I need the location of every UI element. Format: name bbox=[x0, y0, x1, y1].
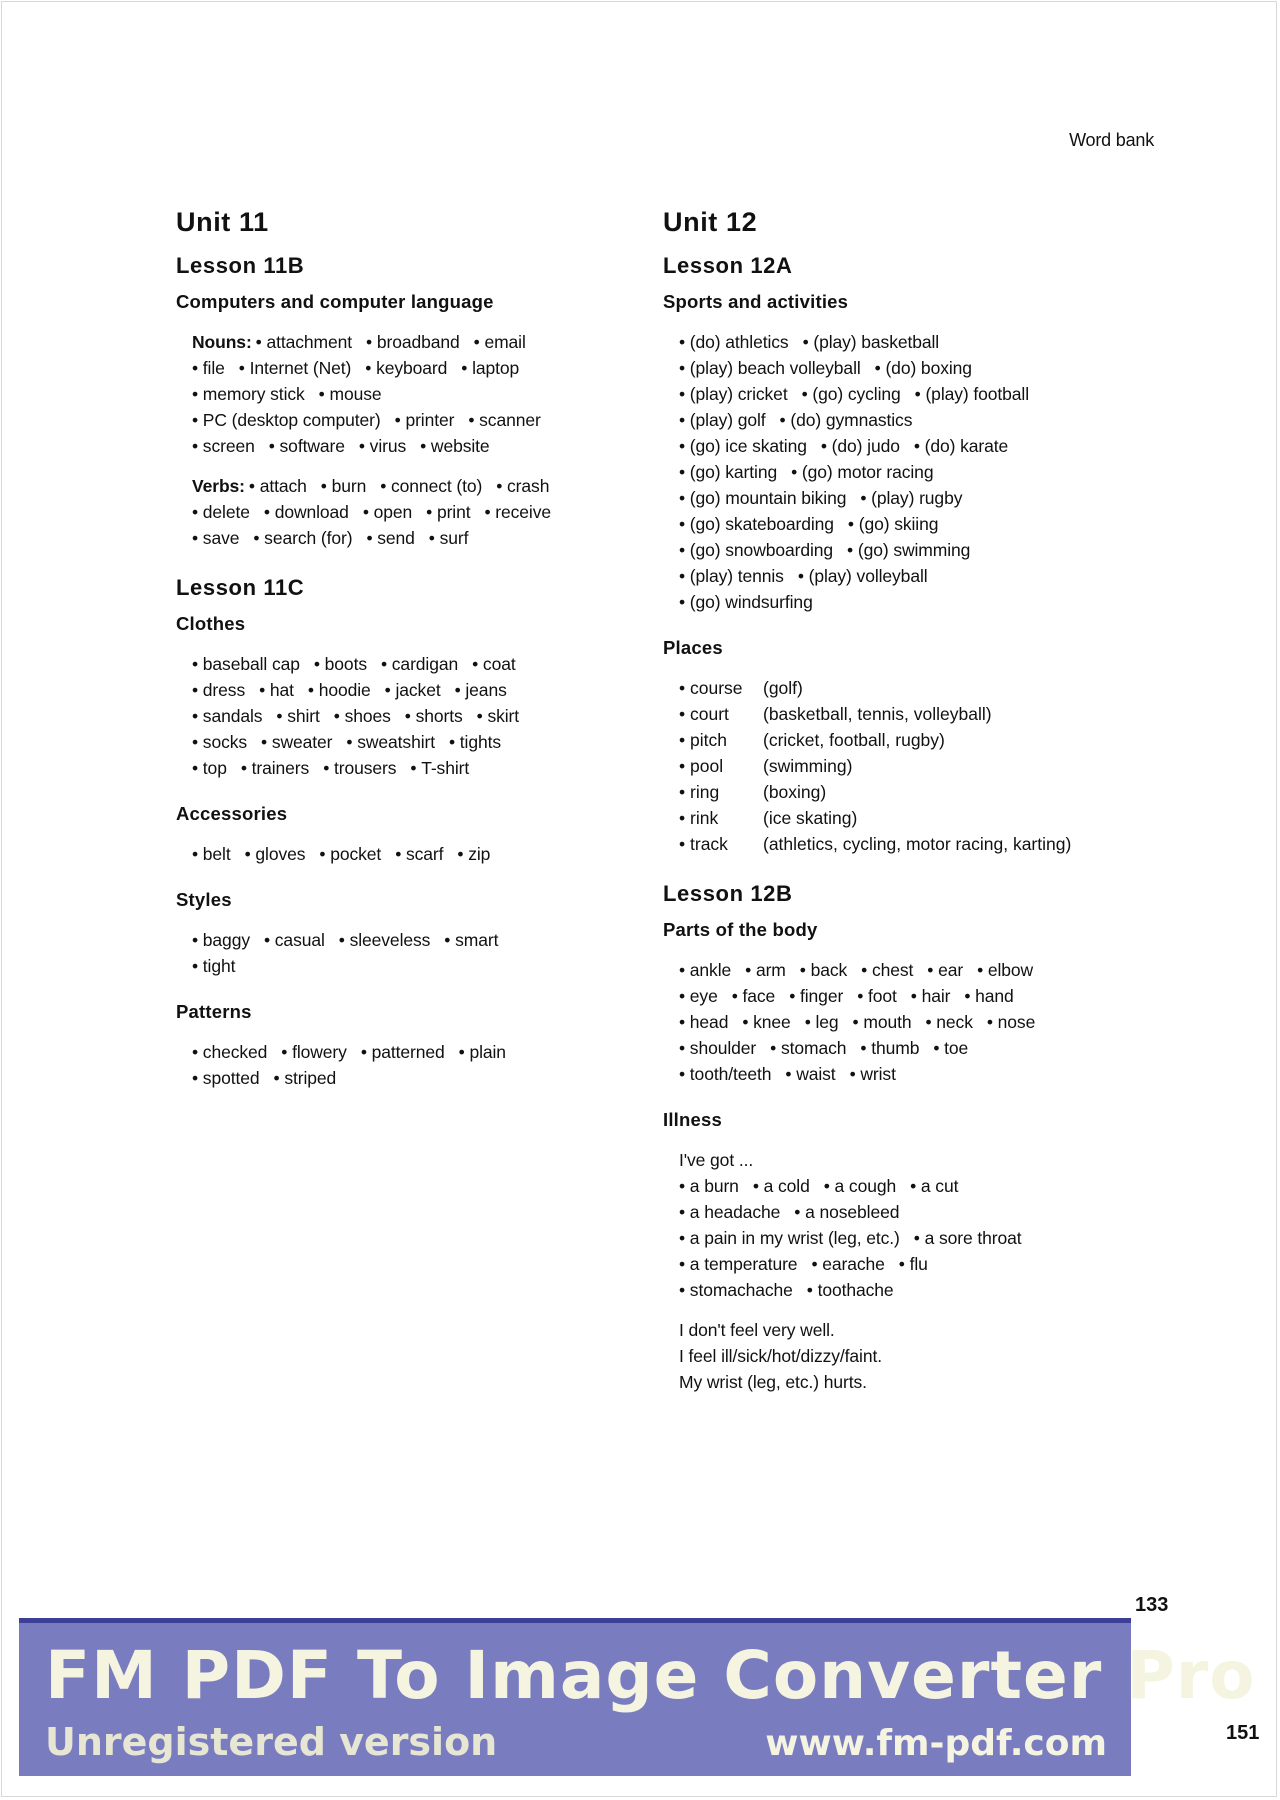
word-item: • tight bbox=[192, 953, 235, 979]
word-item: • a cough bbox=[824, 1173, 896, 1199]
lesson-11b-title: Lesson 11B bbox=[176, 253, 305, 278]
word-item: • (go) windsurfing bbox=[679, 589, 813, 615]
word-item: • (play) tennis bbox=[679, 563, 784, 589]
word-item: • attachment bbox=[256, 329, 352, 355]
word-item: • trousers bbox=[323, 755, 396, 781]
word-item: • smart bbox=[444, 927, 498, 953]
illness-list bbox=[679, 1173, 1133, 1303]
word-row bbox=[679, 1251, 1133, 1277]
word-item: • a nosebleed bbox=[794, 1199, 899, 1225]
word-item: • (do) gymnastics bbox=[780, 407, 913, 433]
left-column bbox=[176, 205, 626, 1105]
phrase-line: I don't feel very well. bbox=[679, 1320, 835, 1340]
word-item: • open bbox=[363, 499, 412, 525]
word-item: • file bbox=[192, 355, 225, 381]
word-row bbox=[192, 525, 626, 551]
clothes-list bbox=[192, 651, 626, 781]
word-row bbox=[679, 1277, 1133, 1303]
word-item: • (do) judo bbox=[821, 433, 900, 459]
word-item: • jeans bbox=[455, 677, 507, 703]
unit-11-title: Unit 11 bbox=[176, 207, 269, 237]
word-item: • shoes bbox=[334, 703, 391, 729]
word-row bbox=[192, 433, 626, 459]
word-row bbox=[679, 511, 1133, 537]
word-item: • PC (desktop computer) bbox=[192, 407, 381, 433]
word-item: • stomach bbox=[770, 1035, 846, 1061]
running-head: Word bank bbox=[1069, 130, 1154, 150]
word-row bbox=[192, 1039, 626, 1065]
word-item: • (go) skateboarding bbox=[679, 511, 834, 537]
word-row bbox=[679, 329, 1133, 355]
word-item: • face bbox=[732, 983, 775, 1009]
word-item: • thumb bbox=[860, 1035, 919, 1061]
word-item: • coat bbox=[472, 651, 515, 677]
word-item: • top bbox=[192, 755, 227, 781]
word-item: • (play) cricket bbox=[679, 381, 788, 407]
word-item: • attach bbox=[249, 473, 307, 499]
body-parts-list bbox=[679, 957, 1133, 1087]
word-item: • hat bbox=[259, 677, 294, 703]
word-item: • back bbox=[800, 957, 847, 983]
word-item: • trainers bbox=[241, 755, 309, 781]
word-item: • sweater bbox=[261, 729, 332, 755]
place-word: • court bbox=[679, 701, 763, 727]
word-item: • virus bbox=[359, 433, 406, 459]
word-item: • flowery bbox=[281, 1039, 347, 1065]
word-item: • download bbox=[264, 499, 349, 525]
place-word: • track bbox=[679, 831, 763, 857]
illness-intro: I've got ... bbox=[679, 1150, 754, 1170]
word-item: • skirt bbox=[477, 703, 519, 729]
place-detail: (basketball, tennis, volleyball) bbox=[763, 704, 992, 724]
word-item: • checked bbox=[192, 1039, 267, 1065]
lesson-11c-title: Lesson 11C bbox=[176, 575, 305, 600]
word-item: • dress bbox=[192, 677, 245, 703]
word-item: • boots bbox=[314, 651, 367, 677]
word-row bbox=[192, 1065, 626, 1091]
word-item: • T-shirt bbox=[410, 755, 469, 781]
word-item: • arm bbox=[745, 957, 786, 983]
place-detail: (athletics, cycling, motor racing, karting) bbox=[763, 834, 1072, 854]
word-row bbox=[679, 589, 1133, 615]
word-row bbox=[192, 355, 626, 381]
word-item: • patterned bbox=[361, 1039, 445, 1065]
word-item: • a headache bbox=[679, 1199, 780, 1225]
word-item: • flu bbox=[899, 1251, 928, 1277]
word-row bbox=[679, 1225, 1133, 1251]
place-detail: (golf) bbox=[763, 678, 803, 698]
word-row bbox=[192, 927, 626, 953]
sports-section-title: Sports and activities bbox=[663, 291, 849, 312]
word-item: • (play) basketball bbox=[803, 329, 940, 355]
place-row bbox=[679, 675, 1071, 701]
word-item: • delete bbox=[192, 499, 250, 525]
word-item: • hand bbox=[964, 983, 1013, 1009]
word-item: • a cold bbox=[753, 1173, 810, 1199]
word-item: • sweatshirt bbox=[346, 729, 435, 755]
word-row bbox=[679, 1009, 1133, 1035]
phrase-line: I feel ill/sick/hot/dizzy/faint. bbox=[679, 1346, 882, 1366]
word-row bbox=[679, 433, 1133, 459]
word-item: • shoulder bbox=[679, 1035, 756, 1061]
word-item: • (go) ice skating bbox=[679, 433, 807, 459]
word-item: • keyboard bbox=[365, 355, 447, 381]
word-item: • save bbox=[192, 525, 239, 551]
word-item: • (play) rugby bbox=[860, 485, 962, 511]
word-item: • burn bbox=[321, 473, 366, 499]
word-item: • elbow bbox=[977, 957, 1033, 983]
place-detail: (cricket, football, rugby) bbox=[763, 730, 945, 750]
word-item: • laptop bbox=[461, 355, 519, 381]
word-row bbox=[679, 485, 1133, 511]
word-item: • (do) karate bbox=[914, 433, 1008, 459]
places-table bbox=[679, 675, 1071, 857]
word-item: • scanner bbox=[468, 407, 540, 433]
word-row bbox=[679, 459, 1133, 485]
right-column bbox=[663, 205, 1133, 1409]
accessories-section-title: Accessories bbox=[176, 803, 288, 824]
place-row bbox=[679, 753, 1071, 779]
word-item: • leg bbox=[805, 1009, 839, 1035]
word-row bbox=[679, 1035, 1133, 1061]
place-word: • course bbox=[679, 675, 763, 701]
word-item: • shorts bbox=[405, 703, 463, 729]
styles-list bbox=[192, 927, 626, 979]
word-row bbox=[679, 957, 1133, 983]
word-item: • head bbox=[679, 1009, 728, 1035]
word-item: • search (for) bbox=[253, 525, 352, 551]
word-item: • nose bbox=[987, 1009, 1035, 1035]
word-item: • plain bbox=[459, 1039, 506, 1065]
word-item: • tooth/teeth bbox=[679, 1061, 771, 1087]
illness-block bbox=[679, 1147, 1133, 1303]
word-item: • broadband bbox=[366, 329, 460, 355]
word-item: • wrist bbox=[850, 1061, 896, 1087]
word-item: • (go) karting bbox=[679, 459, 777, 485]
word-row bbox=[192, 329, 626, 355]
word-item: • toothache bbox=[807, 1277, 894, 1303]
word-item: • earache bbox=[811, 1251, 884, 1277]
word-item: • baseball cap bbox=[192, 651, 300, 677]
word-item: • gloves bbox=[245, 841, 306, 867]
word-group-label: Nouns: bbox=[192, 332, 252, 352]
body-section-title: Parts of the body bbox=[663, 919, 818, 940]
place-row bbox=[679, 779, 1071, 805]
word-row bbox=[679, 407, 1133, 433]
word-item: • cardigan bbox=[381, 651, 458, 677]
illness-phrases bbox=[679, 1317, 1133, 1395]
word-item: • striped bbox=[274, 1065, 337, 1091]
word-group-label: Verbs: bbox=[192, 476, 245, 496]
word-item: • casual bbox=[264, 927, 325, 953]
word-item: • receive bbox=[484, 499, 551, 525]
place-detail: (swimming) bbox=[763, 756, 853, 776]
word-item: • a cut bbox=[910, 1173, 958, 1199]
word-item: • socks bbox=[192, 729, 247, 755]
place-word: • ring bbox=[679, 779, 763, 805]
word-item: • mouth bbox=[853, 1009, 912, 1035]
word-item: • tights bbox=[449, 729, 501, 755]
word-row bbox=[192, 841, 626, 867]
word-item: • belt bbox=[192, 841, 231, 867]
word-item: • waist bbox=[785, 1061, 835, 1087]
word-row bbox=[192, 499, 626, 525]
word-item: • scarf bbox=[395, 841, 443, 867]
accessories-list bbox=[192, 841, 626, 867]
computers-section-title: Computers and computer language bbox=[176, 291, 494, 312]
place-word: • rink bbox=[679, 805, 763, 831]
word-row bbox=[679, 355, 1133, 381]
phrase-line: My wrist (leg, etc.) hurts. bbox=[679, 1372, 867, 1392]
place-detail: (boxing) bbox=[763, 782, 827, 802]
clothes-section-title: Clothes bbox=[176, 613, 246, 634]
verbs-list bbox=[192, 473, 626, 551]
watermark-title: FM PDF To Image Converter Pro bbox=[45, 1637, 1256, 1714]
sports-list bbox=[679, 329, 1133, 615]
word-item: • send bbox=[366, 525, 414, 551]
illness-section-title: Illness bbox=[663, 1109, 722, 1130]
word-item: • spotted bbox=[192, 1065, 260, 1091]
word-row bbox=[679, 983, 1133, 1009]
word-item: • a temperature bbox=[679, 1251, 797, 1277]
word-item: • ankle bbox=[679, 957, 731, 983]
word-item: • sleeveless bbox=[339, 927, 431, 953]
word-item: • Internet (Net) bbox=[239, 355, 352, 381]
word-item: • connect (to) bbox=[380, 473, 482, 499]
word-row bbox=[679, 381, 1133, 407]
place-row bbox=[679, 727, 1071, 753]
word-item: • a burn bbox=[679, 1173, 739, 1199]
word-item: • email bbox=[474, 329, 526, 355]
page-number-outer: 151 bbox=[1226, 1722, 1260, 1744]
place-row bbox=[679, 805, 1071, 831]
word-item: • print bbox=[426, 499, 470, 525]
word-row bbox=[679, 563, 1133, 589]
word-row bbox=[192, 407, 626, 433]
word-item: • (go) mountain biking bbox=[679, 485, 846, 511]
word-row bbox=[192, 651, 626, 677]
word-item: • eye bbox=[679, 983, 718, 1009]
styles-section-title: Styles bbox=[176, 889, 232, 910]
word-row bbox=[192, 729, 626, 755]
word-item: • memory stick bbox=[192, 381, 305, 407]
word-item: • stomachache bbox=[679, 1277, 793, 1303]
word-item: • jacket bbox=[385, 677, 441, 703]
word-item: • hoodie bbox=[308, 677, 371, 703]
word-item: • printer bbox=[395, 407, 455, 433]
nouns-list bbox=[192, 329, 626, 459]
word-item: • (go) cycling bbox=[802, 381, 901, 407]
lesson-12b-title: Lesson 12B bbox=[663, 881, 793, 906]
patterns-list bbox=[192, 1039, 626, 1091]
word-item: • ear bbox=[927, 957, 963, 983]
word-item: • website bbox=[420, 433, 489, 459]
word-item: • (play) beach volleyball bbox=[679, 355, 861, 381]
word-row bbox=[192, 677, 626, 703]
word-row bbox=[679, 1173, 1133, 1199]
unit-12-title: Unit 12 bbox=[663, 207, 758, 237]
word-item: • surf bbox=[429, 525, 469, 551]
word-item: • sandals bbox=[192, 703, 262, 729]
word-item: • (play) football bbox=[915, 381, 1029, 407]
places-section-title: Places bbox=[663, 637, 723, 658]
word-item: • a pain in my wrist (leg, etc.) bbox=[679, 1225, 900, 1251]
word-item: • (play) volleyball bbox=[798, 563, 928, 589]
word-row bbox=[192, 953, 626, 979]
word-item: • toe bbox=[933, 1035, 968, 1061]
word-item: • a sore throat bbox=[914, 1225, 1022, 1251]
place-row bbox=[679, 831, 1071, 857]
word-item: • screen bbox=[192, 433, 255, 459]
word-item: • hair bbox=[911, 983, 951, 1009]
word-item: • zip bbox=[457, 841, 490, 867]
watermark-subtitle: Unregistered version bbox=[45, 1720, 498, 1764]
place-detail: (ice skating) bbox=[763, 808, 858, 828]
word-item: • (do) athletics bbox=[679, 329, 789, 355]
word-item: • foot bbox=[857, 983, 897, 1009]
word-item: • (play) golf bbox=[679, 407, 766, 433]
word-item: • crash bbox=[496, 473, 549, 499]
word-row bbox=[192, 755, 626, 781]
lesson-12a-title: Lesson 12A bbox=[663, 253, 793, 278]
word-item: • knee bbox=[742, 1009, 790, 1035]
word-item: • neck bbox=[925, 1009, 972, 1035]
word-item: • mouse bbox=[319, 381, 382, 407]
patterns-section-title: Patterns bbox=[176, 1001, 252, 1022]
page-number-inner: 133 bbox=[1135, 1594, 1169, 1616]
word-item: • shirt bbox=[276, 703, 319, 729]
word-row bbox=[679, 1061, 1133, 1087]
word-row bbox=[192, 381, 626, 407]
word-row bbox=[192, 703, 626, 729]
word-item: • (do) boxing bbox=[875, 355, 972, 381]
word-item: • pocket bbox=[319, 841, 381, 867]
word-item: • baggy bbox=[192, 927, 250, 953]
place-word: • pitch bbox=[679, 727, 763, 753]
word-item: • software bbox=[269, 433, 345, 459]
word-item: • (go) motor racing bbox=[791, 459, 933, 485]
word-item: • (go) snowboarding bbox=[679, 537, 833, 563]
word-row bbox=[192, 473, 626, 499]
word-item: • finger bbox=[789, 983, 843, 1009]
place-row bbox=[679, 701, 1071, 727]
word-row bbox=[679, 1199, 1133, 1225]
word-item: • (go) skiing bbox=[848, 511, 938, 537]
place-word: • pool bbox=[679, 753, 763, 779]
word-item: • (go) swimming bbox=[847, 537, 970, 563]
word-item: • chest bbox=[861, 957, 913, 983]
word-row bbox=[679, 537, 1133, 563]
watermark-url: www.fm-pdf.com bbox=[765, 1723, 1107, 1764]
